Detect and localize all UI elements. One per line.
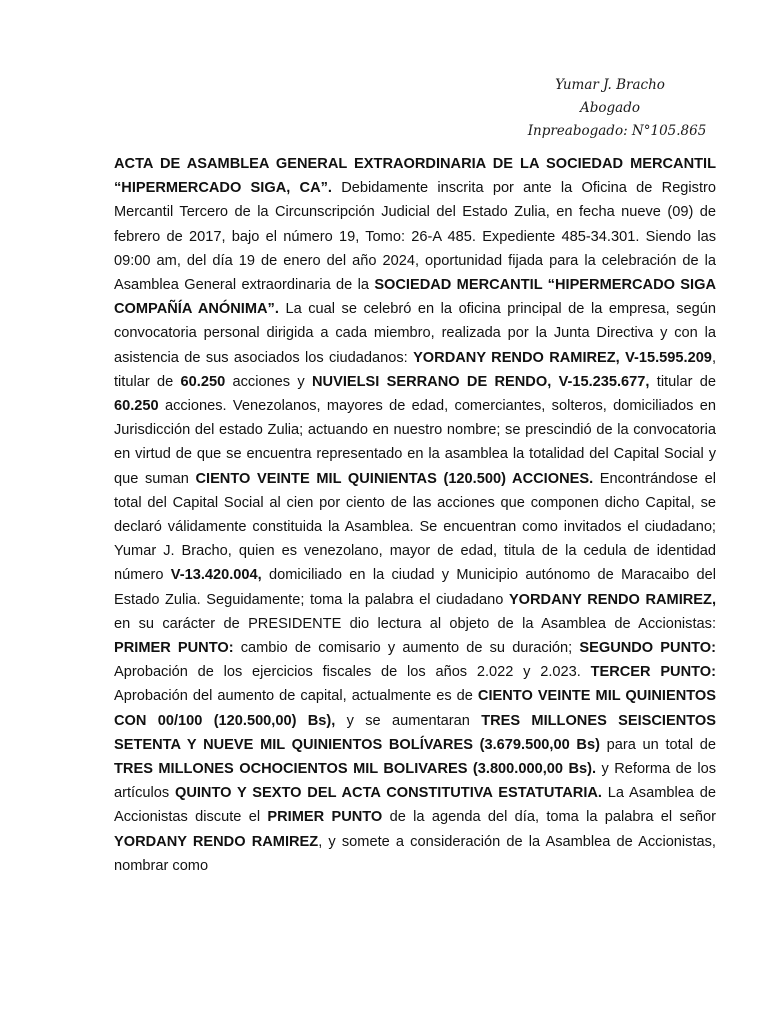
letterhead xyxy=(500,74,720,143)
lawyer-name: Yumar J. Bracho xyxy=(555,77,665,93)
text-run: , titular de xyxy=(114,349,716,390)
text-run: Aprobación del aumento de capital, actualmente es de xyxy=(114,688,478,705)
bold-text-run: NUVIELSI SERRANO DE RENDO, V-15.235.677, xyxy=(312,373,650,390)
text-run: en su carácter de PRESIDENTE dio lectura al objeto de la Asamblea de Accionistas: xyxy=(114,615,716,632)
text-run: La Asamblea de Accionistas discute el xyxy=(114,785,716,826)
bold-text-run: TRES MILLONES OCHOCIENTOS MIL BOLIVARES (3.800.000,00 Bs). xyxy=(114,761,597,778)
bold-text-run: SEGUNDO PUNTO: xyxy=(579,640,716,657)
bold-text-run: V-13.420.004, xyxy=(170,567,262,584)
bold-text-run: SOCIEDAD MERCANTIL “HIPERMERCADO SIGA COMPAÑÍA ANÓNIMA”. xyxy=(114,277,716,318)
bold-text-run: 60.250 xyxy=(180,373,226,390)
bold-text-run: PRIMER PUNTO: xyxy=(114,640,234,657)
text-run: acciones. Venezolanos, mayores de edad, comerciantes, solteros, domiciliados en Jurisdicción del estado Zulia; actuando en nuestro nombre; se prescindió de la convocatoria en virtud de que se encuentra representado en la asamblea la totalidad del Capital Social y que suman xyxy=(114,398,716,487)
text-run: de la agenda del día, toma la palabra el señor xyxy=(382,809,716,826)
bold-text-run: YORDANY RENDO RAMIREZ xyxy=(114,833,319,850)
bold-text-run: TRES MILLONES SEISCIENTOS SETENTA Y NUEVE MIL QUINIENTOS BOLÍVARES (3.679.500,00 Bs) xyxy=(114,712,716,753)
acta-body-text xyxy=(114,152,716,878)
bold-text-run: ACTA DE ASAMBLEA GENERAL EXTRAORDINARIA DE LA SOCIEDAD MERCANTIL “HIPERMERCADO SIGA, CA”. xyxy=(114,156,716,197)
bold-text-run: 60.250 xyxy=(114,398,159,415)
text-run: cambio de comisario y aumento de su duración; xyxy=(233,640,580,657)
text-run: acciones y xyxy=(225,373,313,390)
text-run: , y somete a consideración de la Asamblea de Accionistas, nombrar como xyxy=(114,833,716,874)
text-run: y se aumentaran xyxy=(335,712,482,729)
text-run: Debidamente inscrita por ante la Oficina de Registro Mercantil Tercero de la Circunscripción Judicial del Estado Zulia, en fecha nueve (09) de febrero de 2017, bajo el número 19, Tomo: 26-A 485. Expediente 485-34.301. Siendo las 09:00 am, del día 19 de enero del año 2024, oportunidad fijada para la celebración de la Asamblea General extraordinaria de la xyxy=(114,180,716,294)
text-run: titular de xyxy=(649,373,716,390)
bold-text-run: PRIMER PUNTO xyxy=(267,809,383,826)
bold-text-run: YORDANY RENDO RAMIREZ, xyxy=(508,591,716,608)
text-run: Encontrándose el total del Capital Social al cien por ciento de las acciones que componen dicho Capital, se declaró válidamente constituida la Asamblea. Se encuentran como invitados el ciudadano; Yumar J. Bracho, quien es venezolano, mayor de edad, titula de la cedula de identidad número xyxy=(114,470,716,584)
lawyer-title: Abogado xyxy=(580,100,640,116)
bold-text-run: CIENTO VEINTE MIL QUINIENTAS (120.500) ACCIONES. xyxy=(195,470,594,487)
text-run: Aprobación de los ejercicios fiscales de los años 2.022 y 2.023. xyxy=(114,664,591,681)
bold-text-run: CIENTO VEINTE MIL QUINIENTOS CON 00/100 (120.500,00) Bs), xyxy=(114,688,716,729)
text-run: para un total de xyxy=(599,736,716,753)
text-run: La cual se celebró en la oficina principal de la empresa, según convocatoria personal dirigida a cada miembro, realizada por la Junta Directiva y con la asistencia de sus asociados los ciudadanos: xyxy=(114,301,716,366)
text-run: y Reforma de los artículos xyxy=(114,761,716,802)
bold-text-run: YORDANY RENDO RAMIREZ, V-15.595.209 xyxy=(413,349,712,366)
text-run: domiciliado en la ciudad y Municipio autónomo de Maracaibo del Estado Zulia. Seguidamente; toma la palabra el ciudadano xyxy=(114,567,717,608)
bold-text-run: TERCER PUNTO: xyxy=(590,664,717,681)
lawyer-registration: Inpreabogado: N°105.865 xyxy=(527,123,707,139)
bold-text-run: QUINTO Y SEXTO DEL ACTA CONSTITUTIVA ESTATUTARIA. xyxy=(174,785,602,802)
